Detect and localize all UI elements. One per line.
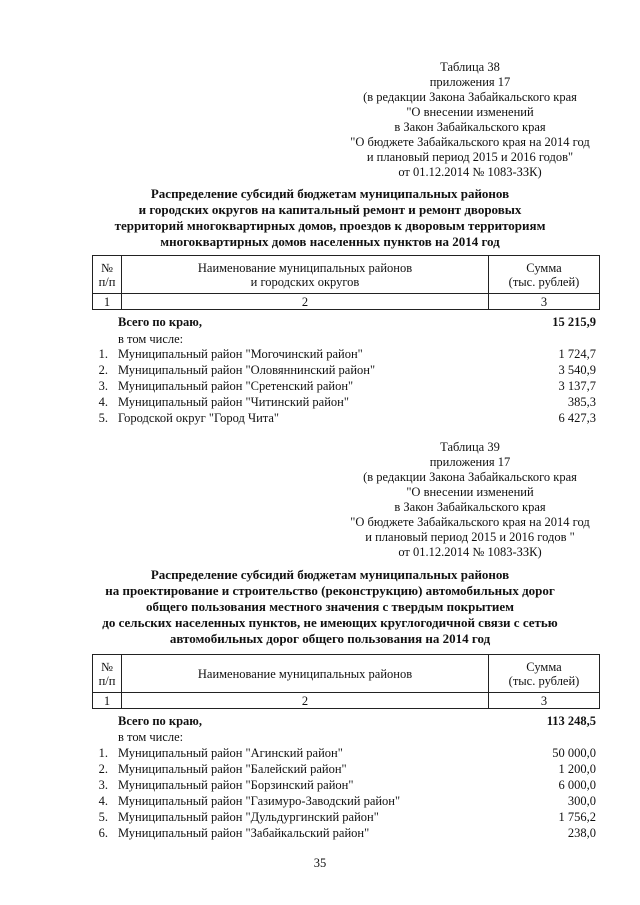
row-number: 3. (98, 379, 108, 393)
col-num-line: № (101, 260, 113, 275)
row-number: 2. (98, 363, 108, 377)
row-value: 238,0 (567, 826, 596, 840)
table-row (0, 394, 640, 410)
row-name: Муниципальный район "Агинский район" (118, 746, 343, 760)
row-name: Муниципальный район "Балейский район" (118, 762, 347, 776)
col-num-header (93, 655, 122, 693)
row-value: 1 724,7 (558, 347, 596, 361)
title-line: общего пользования местного значения с твердым покрытием (146, 599, 514, 614)
header-line: приложения 17 (429, 455, 511, 469)
row-name: Муниципальный район "Оловяннинский район" (118, 363, 376, 377)
header-line: (в редакции Закона Забайкальского края (363, 90, 577, 104)
including-row (0, 331, 640, 347)
col-index: 2 (122, 294, 489, 310)
header-line: от 01.12.2014 № 1083-ЗЗК) (398, 545, 542, 559)
title-line: многоквартирных домов населенных пунктов на 2014 год (160, 234, 500, 249)
col-index: 1 (93, 294, 122, 310)
row-number: 2. (98, 762, 108, 776)
header-line: приложения 17 (429, 75, 511, 89)
row-value: 385,3 (567, 395, 596, 409)
row-value: 1 756,2 (558, 810, 596, 824)
total-value: 15 215,9 (552, 315, 596, 329)
col-num-line: п/п (98, 673, 116, 688)
table-row (0, 793, 640, 809)
table38-title (60, 186, 600, 250)
header-line: от 01.12.2014 № 1083-ЗЗК) (398, 165, 542, 179)
col-num-line: № (101, 659, 113, 674)
table-row (0, 809, 640, 825)
header-line: в Закон Забайкальского края (394, 500, 546, 514)
table39-column-headers (92, 654, 600, 709)
col-index: 2 (122, 693, 489, 709)
table-row (0, 362, 640, 378)
title-line: автомобильных дорог общего пользования на 2014 год (169, 631, 491, 646)
row-number: 4. (98, 395, 108, 409)
row-name: Муниципальный район "Дульдургинский район" (118, 810, 379, 824)
title-line: до сельских населенных пунктов, не имеющих круглогодичной связи с сетью (102, 615, 558, 630)
header-line: "О бюджете Забайкальского края на 2014 год (350, 515, 590, 529)
col-sum-line: (тыс. рублей) (508, 274, 580, 289)
row-name: Муниципальный район "Забайкальский район" (118, 826, 370, 840)
header-line: в Закон Забайкальского края (394, 120, 546, 134)
row-number: 4. (98, 794, 108, 808)
title-line: и городских округов на капитальный ремонт и ремонт дворовых (138, 202, 522, 217)
row-number: 5. (98, 810, 108, 824)
table38-column-headers (92, 255, 600, 310)
header-line: и плановый период 2015 и 2016 годов " (365, 530, 575, 544)
total-row (0, 713, 640, 729)
table-row (0, 825, 640, 841)
col-sum-header (489, 256, 600, 294)
row-number: 3. (98, 778, 108, 792)
col-sum-header (489, 655, 600, 693)
col-index: 1 (93, 693, 122, 709)
title-line: Распределение субсидий бюджетам муниципальных районов (150, 186, 510, 201)
row-value: 3 137,7 (558, 379, 596, 393)
row-number: 6. (98, 826, 108, 840)
row-value: 1 200,0 (558, 762, 596, 776)
title-line: территорий многоквартирных домов, проездов к дворовым территориям (114, 218, 546, 233)
table39-title (60, 567, 600, 647)
header-line: "О бюджете Забайкальского края на 2014 год (350, 135, 590, 149)
row-name: Муниципальный район "Могочинский район" (118, 347, 363, 361)
row-value: 6 427,3 (558, 411, 596, 425)
header-line: "О внесении изменений (406, 485, 534, 499)
row-name: Муниципальный район "Читинский район" (118, 395, 349, 409)
col-name-header (122, 256, 489, 294)
row-value: 6 000,0 (558, 778, 596, 792)
row-name: Муниципальный район "Сретенский район" (118, 379, 354, 393)
page-number: 35 (313, 856, 327, 870)
table-row (0, 410, 640, 426)
col-sum-line: Сумма (526, 659, 562, 674)
col-index: 3 (489, 693, 600, 709)
including-label: в том числе: (118, 332, 184, 346)
including-label: в том числе: (118, 730, 184, 744)
total-label: Всего по краю, (118, 315, 202, 329)
col-num-header (93, 256, 122, 294)
header-line: Таблица 39 (440, 440, 500, 454)
col-sum-line: Сумма (526, 260, 562, 275)
total-label: Всего по краю, (118, 714, 202, 728)
row-value: 3 540,9 (558, 363, 596, 377)
total-value: 113 248,5 (546, 714, 596, 728)
table-row (0, 346, 640, 362)
col-sum-line: (тыс. рублей) (508, 673, 580, 688)
row-name: Муниципальный район "Газимуро-Заводский район" (118, 794, 401, 808)
col-index: 3 (489, 294, 600, 310)
table-row (0, 761, 640, 777)
header-line: "О внесении изменений (406, 105, 534, 119)
col-name-header: Наименование муниципальных районов (122, 655, 489, 693)
total-row (0, 314, 640, 330)
table-row (0, 745, 640, 761)
row-number: 1. (98, 746, 108, 760)
row-number: 1. (98, 347, 108, 361)
table38-header (330, 60, 610, 180)
including-row (0, 729, 640, 745)
header-line: (в редакции Закона Забайкальского края (363, 470, 577, 484)
title-line: Распределение субсидий бюджетам муниципальных районов (150, 567, 510, 582)
title-line: на проектирование и строительство (реконструкцию) автомобильных дорог (105, 583, 555, 598)
row-number: 5. (98, 411, 108, 425)
row-value: 50 000,0 (552, 746, 596, 760)
col-num-line: п/п (98, 274, 116, 289)
table-row (0, 777, 640, 793)
col-name-line: и городских округов (250, 274, 360, 289)
col-name-line: Наименование муниципальных районов (197, 260, 413, 275)
row-name: Городской округ "Город Чита" (118, 411, 280, 425)
table-row (0, 378, 640, 394)
header-line: Таблица 38 (440, 60, 500, 74)
header-line: и плановый период 2015 и 2016 годов" (366, 150, 574, 164)
row-name: Муниципальный район "Борзинский район" (118, 778, 354, 792)
table39-header (330, 440, 610, 560)
row-value: 300,0 (567, 794, 596, 808)
